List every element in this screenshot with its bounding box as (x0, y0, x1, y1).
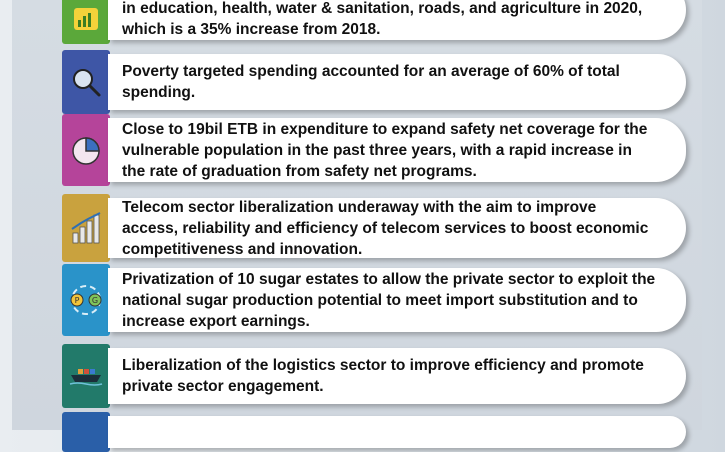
bar-chart-icon (62, 0, 110, 44)
item-card (108, 198, 686, 258)
item-card (108, 348, 686, 404)
list-item (62, 264, 686, 336)
item-text: Poverty targeted spending accounted for an average of 60% of total spending. (122, 63, 620, 101)
item-card (108, 416, 686, 448)
item-text: in education, health, water & sanitation, roads, and agriculture in 2020, which is a 35% increase from 2018. (122, 0, 643, 38)
item-card (108, 268, 686, 332)
growth-chart-icon (62, 194, 110, 262)
svg-text:G: G (91, 296, 99, 305)
item-text: Privatization of 10 sugar estates to allow the private sector to exploit the national sugar production potential to meet import substitution and to increase export earnings. (122, 270, 656, 330)
cargo-ship-icon (62, 344, 110, 408)
list-item (62, 114, 686, 186)
item-card (108, 0, 686, 40)
item-text: Close to 19bil ETB in expenditure to expand safety net coverage for the vulnerable population in the past three years, with a rapid increase in the rate of graduation from safety net programs. (122, 120, 648, 180)
item-text: Telecom sector liberalization underaway with the aim to improve access, reliability and efficiency of telecom services to boost economic competitiveness and innovation. (122, 198, 649, 258)
item-card (108, 54, 686, 110)
item-card (108, 118, 686, 182)
magnifier-icon (62, 50, 110, 114)
svg-text:P: P (74, 296, 80, 305)
coin-exchange-icon (62, 264, 110, 336)
list-item (62, 0, 686, 44)
list-item (62, 344, 686, 408)
list-item (62, 412, 686, 452)
pie-chart-icon (62, 114, 110, 186)
item-text: Liberalization of the logistics sector to improve efficiency and promote private sector engagement. (122, 357, 644, 395)
partial-icon (62, 412, 110, 452)
list-item (62, 50, 686, 114)
list-item (62, 194, 686, 262)
